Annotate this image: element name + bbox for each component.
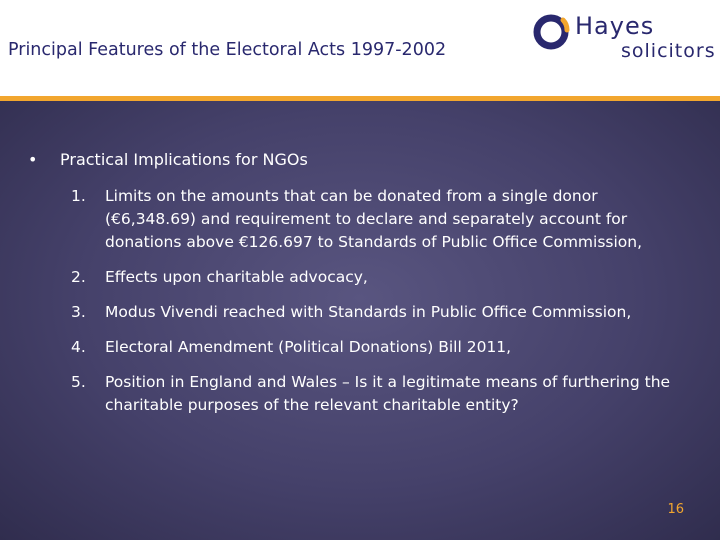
list-item-number: 1. xyxy=(71,187,86,205)
list-item-text: Modus Vivendi reached with Standards in Public Office Commission, xyxy=(105,303,632,321)
logo-word-solicitors: solicitors xyxy=(621,40,716,62)
list-item xyxy=(71,266,691,289)
list-item-number: 4. xyxy=(71,338,86,356)
list-item xyxy=(71,336,691,359)
slide-header xyxy=(0,0,720,96)
section-heading: Practical Implications for NGOs xyxy=(60,150,308,169)
list-item xyxy=(71,185,691,254)
hayes-solicitors-logo xyxy=(533,8,716,66)
hayes-ring-logo-icon xyxy=(533,12,573,52)
page-number: 16 xyxy=(667,502,684,517)
bullet-marker: • xyxy=(28,150,38,169)
list-item-number: 5. xyxy=(71,373,86,391)
slide-title: Principal Features of the Electoral Acts 1997-2002 xyxy=(8,40,447,60)
list-item-text: Effects upon charitable advocacy, xyxy=(105,268,368,286)
numbered-list xyxy=(71,185,691,429)
list-item-text: Electoral Amendment (Political Donations) Bill 2011, xyxy=(105,338,512,356)
list-item-text: Position in England and Wales – Is it a legitimate means of furthering the charitable purposes of the relevant charitable entity? xyxy=(105,373,671,414)
list-item-text: Limits on the amounts that can be donated from a single donor (€6,348.69) and requirement to declare and separately account for donations above €126.697 to Standards of Public Office Commission, xyxy=(105,187,643,251)
list-item-number: 3. xyxy=(71,303,86,321)
list-item xyxy=(71,301,691,324)
list-item xyxy=(71,371,691,417)
logo-word-hayes: Hayes xyxy=(575,12,655,40)
list-item-number: 2. xyxy=(71,268,86,286)
